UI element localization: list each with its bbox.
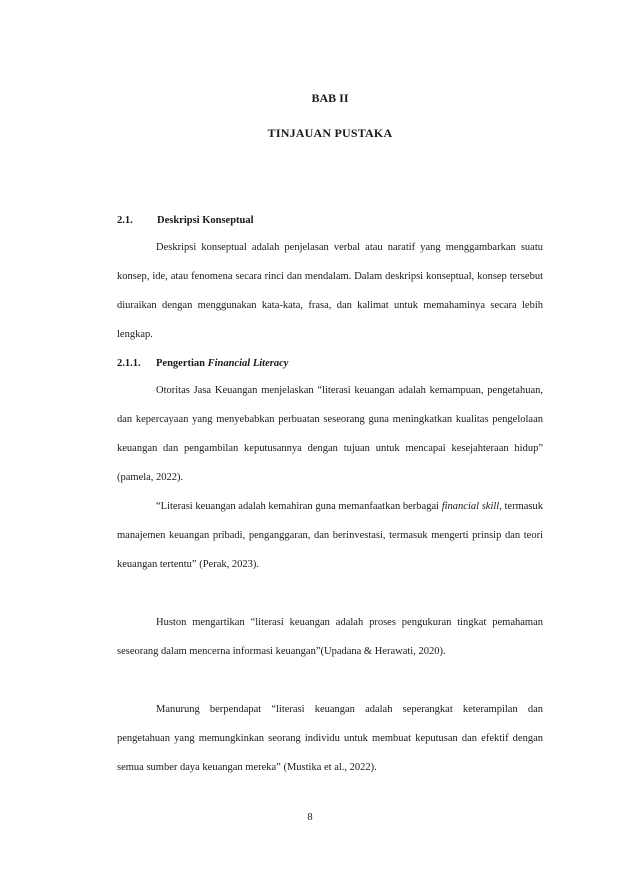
section-title-italic: Financial Literacy [207, 358, 289, 369]
paragraph-text: “Literasi keuangan adalah kemahiran guna memanfaatkan berbagai [156, 501, 442, 512]
paragraph-deskripsi-konseptual: Deskripsi konseptual adalah penjelasan verbal atau naratif yang menggambarkan suatu konsep, ide, atau fenomena secara rinci dan mendalam. Dalam deskripsi konseptual, konsep tersebut diuraikan dengan menggunakan kata-kata, frasa, dan kalimat untuk memahaminya secara lebih lengkap. [117, 242, 543, 340]
paragraph-italic-term: financial skill [441, 501, 500, 512]
paragraph-literasi-keuangan [117, 492, 543, 579]
paragraph-manurung: Manurung berpendapat “literasi keuangan adalah seperangkat keterampilan dan pengetahuan yang memungkinkan seorang individu untuk membuat keputusan dan efektif dengan semua sumber daya keuangan mereka” (Mustika et al., 2022). [117, 704, 543, 773]
paragraph-ojk: Otoritas Jasa Keuangan menjelaskan “literasi keuangan adalah kemampuan, pengetahuan, dan kepercayaan yang menyebabkan perbuatan seseorang guna meningkatkan kualitas pengelolaan keuangan dan pengambilan keputusannya dengan tujuan untuk mencapai kesejahteraan hidup” (pamela, 2022). [117, 385, 543, 483]
section-heading-2-1 [117, 214, 254, 228]
section-number: 2.1.1. [117, 358, 141, 369]
section-title-plain: Pengertian [156, 358, 208, 369]
section-title: Deskripsi Konseptual [157, 215, 254, 226]
section-heading-2-1-1 [117, 357, 288, 371]
paragraph-huston: Huston mengartikan “literasi keuangan adalah proses pengukuran tingkat pemahaman seseorang dalam mencerna informasi keuangan”(Upadana & Herawati, 2020). [117, 617, 543, 657]
section-number: 2.1. [117, 215, 133, 226]
page-number: 8 [307, 812, 313, 823]
chapter-title: TINJAUAN PUSTAKA [267, 126, 393, 140]
chapter-label: BAB II [311, 91, 349, 105]
paragraph-text: , termasuk manajemen keuangan pribadi, penganggaran, dan berinvestasi, termasuk mengerti prinsip dan teori keuangan tertentu” (Perak, 2023). [117, 501, 544, 570]
